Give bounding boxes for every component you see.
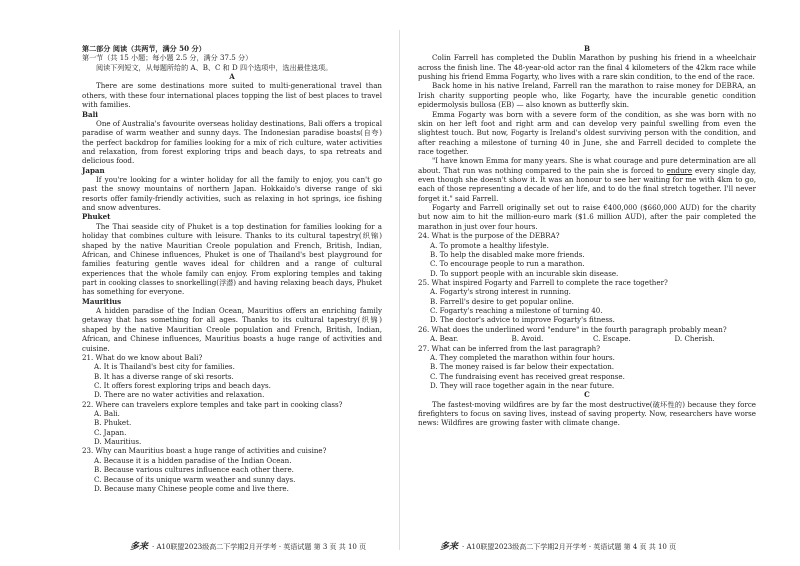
option-21d: D. There are no water activities and relaxation. (94, 390, 265, 400)
p4-text-b: every single day, even though she doesn't show it. It was an honour to see her waiting for me with 4km to go, each of those representing a decade of her life, and to do the final stretch together. I'll never forget it." said Farrell. (418, 165, 756, 203)
passage-b-p5: Fogarty and Farrell originally set out to raise €400,000 ($660,000 AUD) for the charity but now aim to hit the million-euro mark ($1.6 million AUD), after the pair completed the marathon in just over four hours. (418, 203, 756, 231)
option-26d: D. Cherish. (674, 334, 715, 344)
option-21c: C. It offers forest exploring trips and beach days. (94, 380, 271, 390)
passage-label-b: B (584, 44, 590, 53)
option-27b: B. The money raised is far below their expectation. (430, 362, 615, 372)
option-22a: A. Bali. (94, 409, 120, 419)
heading-phuket: Phuket (82, 212, 111, 222)
passage-label-a: A (229, 72, 235, 82)
paragraph-phuket: The Thai seaside city of Phuket is a top destination for families looking for a holiday that combines culture with leisure. Thanks to its cultural tapestry(织锦) shaped by the native Mauritian Creole population and French, British, Indian, African, and Chinese influences, Phuket is one of Thailand's best playground for families featuring gentle waves ideal for children and a range of cultural experiences that the whole family can enjoy. From exploring temples and taking part in cooking classes to snorkelling(浮潜) and having relaxing beach days, Phuket has something for everyone. (82, 221, 382, 297)
option-24d: D. To support people with an incurable skin disease. (430, 268, 619, 278)
heading-mauritius: Mauritius (82, 296, 122, 306)
option-23c: C. Because of its unique warm weather and sunny days. (94, 474, 296, 484)
footer-text: · A10联盟2023级高二下学期2月开学考 · 英语试题 第 3 页 共 10 页 (152, 543, 367, 552)
option-23a: A. Because it is a hidden paradise of the Indian Ocean. (94, 455, 292, 465)
paragraph-japan: If you're looking for a winter holiday for all the family to enjoy, you can't go past the snowy mountains of northern Japan. Hokkaido's diverse range of ski resorts offer family-friendly activities, such as relaxing in hot springs, ice fishing and snow adventures. (82, 175, 382, 213)
option-23b: B. Because various cultures influence each other there. (94, 465, 294, 475)
question-21: 21. What do we know about Bali? (82, 352, 203, 362)
option-23d: D. Because many Chinese people come and live there. (94, 483, 289, 493)
passage-b-p4 (418, 156, 756, 203)
question-26: 26. What does the underlined word "endure" in the fourth paragraph probably mean? (418, 324, 727, 334)
passage-c-p1: The fastest-moving wildfires are by far the most destructive(破坏性的) because they force firefighters to focus on saving lives, instead of saving property. Now, researchers have worse news: Wildfires are growing faster with climate change. (418, 399, 756, 428)
paragraph-mauritius: A hidden paradise of the Indian Ocean, Mauritius offers an enriching family getaway that has something for all ages. Thanks to its cultural tapestry(织锦) shaped by the native Mauritian Creole population and French, British, Indian, African, and Chinese influences, Mauritius boasts a huge range of activities and cuisine. (82, 306, 382, 353)
options-26 (418, 334, 756, 343)
question-27: 27. What can be inferred from the last paragraph? (418, 343, 601, 353)
page-footer (440, 542, 676, 554)
option-21b: B. It has a diverse range of ski resorts. (94, 371, 234, 381)
footer-logo: 多来 (440, 542, 459, 553)
option-26c: C. Escape. (593, 334, 631, 344)
passage-b-p1: Colin Farrell has completed the Dublin Marathon by pushing his friend in a wheelchair across the finish line. The 48-year-old actor ran the final 4 kilometers of the 42km race while pushing his friend Emma Fogarty, who lives with a rare skin condition, to the end of the race. (418, 53, 756, 82)
passage-label-c: C (584, 390, 590, 400)
question-24: 24. What is the purpose of the DEBRA? (418, 231, 560, 241)
question-23: 23. Why can Mauritius boast a huge range of activities and cuisine? (82, 446, 327, 456)
heading-japan: Japan (82, 165, 105, 175)
question-25: 25. What inspired Fogarty and Farrell to complete the race together? (418, 277, 668, 287)
footer-text: · A10联盟2023级高二下学期2月开学考 · 英语试题 第 4 页 共 10 页 (462, 543, 677, 552)
heading-bali: Bali (82, 109, 98, 119)
option-27a: A. They completed the marathon within four hours. (430, 352, 615, 362)
footer-logo: 多来 (130, 542, 149, 553)
option-25c: C. Fogarty's reaching a milestone of turning 40. (430, 306, 603, 316)
subsection-title: 第一节（共 15 小题；每小题 2.5 分，满分 37.5 分） (82, 53, 253, 63)
option-25a: A. Fogarty's strong interest in running. (430, 287, 571, 297)
page-footer (130, 542, 366, 554)
option-25d: D. The doctor's advice to improve Fogarty's fitness. (430, 315, 615, 325)
underlined-word: endure (666, 165, 693, 175)
passage-a-intro: There are some destinations more suited to multi-generational travel than others, with these four international places topping the list of best places to travel with families. (82, 81, 382, 110)
section-title: 第二部分 阅读（共两节，满分 50 分） (82, 44, 206, 53)
option-27d: D. They will race together again in the near future. (430, 380, 615, 390)
option-22c: C. Japan. (94, 427, 127, 437)
option-26a: A. Bear. (430, 334, 459, 344)
page-4 (400, 0, 800, 566)
option-22d: D. Mauritius. (94, 437, 142, 447)
passage-b-p2: Back home in his native Ireland, Farrell ran the marathon to raise money for DEBRA, an Irish charity supporting people who, like Fogarty, have the incurable genetic condition epidermolysis bullosa (EB) — also known as butterfly skin. (418, 81, 756, 110)
option-24b: B. To help the disabled make more friends. (430, 249, 585, 259)
instruction: 阅读下列短文，从每题所给的 A、B、C 和 D 四个选项中，选出最佳选项。 (96, 62, 333, 72)
option-26b: B. Avoid. (511, 334, 544, 344)
option-24a: A. To promote a healthy lifestyle. (430, 240, 549, 250)
question-22: 22. Where can travelers explore temples and take part in cooking class? (82, 399, 343, 409)
option-24c: C. To encourage people to run a marathon. (430, 259, 585, 269)
passage-b-p3: Emma Fogarty was born with a severe form of the condition, as she was born with no skin on her left foot and right arm and can develop very painful swelling from even the slightest touch. But now, Fogarty is Ireland's oldest surviving person with the condition, and after reaching a milestone of turning 40 in June, she and Farrell decided to complete the race together. (418, 109, 756, 156)
p4-text-a: "I have known Emma for many years. She is what courage and pure determination are all about. That run was nothing compared to the pain she is forced to (418, 156, 756, 175)
option-27c: C. The fundraising event has received great response. (430, 371, 625, 381)
option-22b: B. Phuket. (94, 418, 132, 428)
paragraph-bali: One of Australia's favourite overseas holiday destinations, Bali offers a tropical paradise of warm weather and sunny days. The Indonesian paradise boasts(自夸) the perfect backdrop for families looking for a mix of rich culture, water activities and relaxation, from forest exploring trips and beach days, to spa retreats and delicious food. (82, 118, 382, 166)
option-25b: B. Farrell's desire to get popular online. (430, 296, 574, 306)
option-21a: A. It is Thailand's best city for families. (94, 362, 235, 372)
